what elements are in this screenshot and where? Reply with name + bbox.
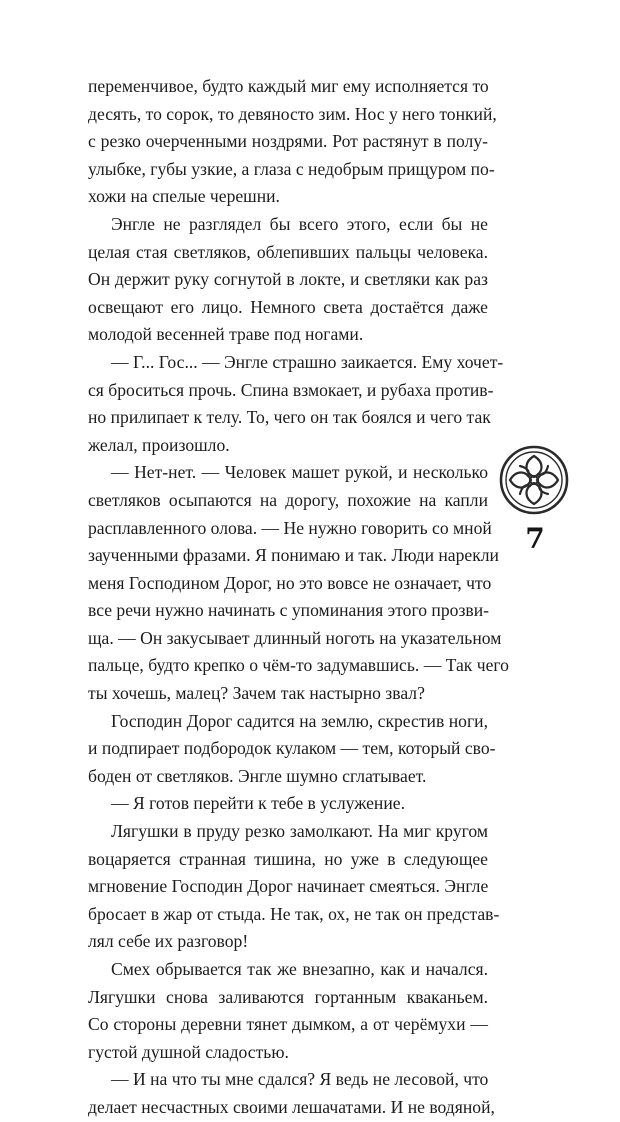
text-line: густой душной сладостью.: [88, 1041, 289, 1062]
text-line: меня Господином Дорог, но это вовсе не означает, что: [88, 572, 492, 593]
text-line: но прилипает к телу. То, чего он так боялся и чего так: [88, 407, 491, 428]
text-line: Со стороны деревни тянет дымком, а от черёмухи —: [88, 1014, 488, 1035]
text-line: мгновение Господин Дорог начинает смеяться. Энгле: [88, 876, 489, 897]
page-number: 7: [525, 522, 545, 555]
text-line: ты хочешь, малец? Зачем так настырно звал?: [88, 683, 425, 704]
text-line: — Нет-нет. — Человек машет рукой, и несколько: [111, 462, 488, 483]
text-line: воцаряется странная тишина, но уже в следующее: [88, 848, 488, 869]
text-line: бросает в жар от стыда. Не так, ох, не так он представ-: [88, 903, 500, 924]
text-line: переменчивое, будто каждый миг ему исполняется то: [88, 76, 489, 96]
text-line: ся броситься прочь. Спина взмокает, и рубаха против-: [88, 379, 494, 400]
text-line: целая стая светляков, облепивших пальцы человека.: [88, 241, 488, 262]
text-line: — Г... Гос... — Энгле страшно заикается. Ему хочет-: [111, 351, 504, 372]
text-line: светляков осыпаются на дорогу, похожие на капли: [88, 489, 488, 510]
text-line: Господин Дорог садится на землю, скрестив ноги,: [111, 710, 488, 731]
celtic-knot-ornament-icon: [498, 444, 570, 516]
text-line: ща. — Он закусывает длинный ноготь на указательном: [88, 627, 502, 648]
text-line: Лягушки снова заливаются гортанным кваканьем.: [88, 986, 488, 1007]
text-line: Он держит руку согнутой в локте, и светляки как раз: [88, 269, 488, 290]
text-line: молодой весенней траве под ногами.: [88, 324, 364, 345]
text-line: расплавленного олова. — Не нужно говорить со мной: [88, 517, 492, 538]
text-line: пальце, будто крепко о чём-то задумавшись. — Так чего: [88, 655, 509, 676]
text-line: все речи нужно начинать с упоминания этого прозви-: [88, 600, 489, 621]
text-line: Энгле не разглядел бы всего этого, если бы не: [111, 213, 488, 234]
text-line: лял себе их разговор!: [88, 931, 249, 952]
text-line: Смех обрывается так же внезапно, как и начался.: [111, 959, 488, 979]
text-line: улыбке, губы узкие, а глаза с недобрым прищуром по-: [88, 158, 495, 179]
text-line: боден от светляков. Энгле шумно сглатывает.: [88, 765, 427, 786]
text-line: делает несчастных своими лешачатами. И не водяной,: [88, 1096, 495, 1117]
text-line: хожи на спелые черешни.: [88, 186, 280, 207]
text-line: Лягушки в пруду резко замолкают. На миг кругом: [111, 821, 488, 842]
text-line: желал, произошло.: [88, 434, 230, 455]
text-line: — Я готов перейти к тебе в услужение.: [111, 793, 405, 814]
text-line: освещают его лицо. Немного света достаётся даже: [88, 296, 488, 317]
text-line: и подпирает подбородок кулаком — тем, который сво-: [88, 738, 496, 759]
body-text: [88, 73, 509, 1122]
text-line: — И на что ты мне сдался? Я ведь не лесовой, что: [111, 1069, 489, 1090]
text-line: десять, то сорок, то девяносто зим. Нос у него тонкий,: [88, 103, 497, 124]
text-line: с резко очерченными ноздрями. Рот растянут в полу-: [88, 131, 488, 152]
text-line: заученными фразами. Я понимаю и так. Люди нарекли: [88, 545, 499, 566]
